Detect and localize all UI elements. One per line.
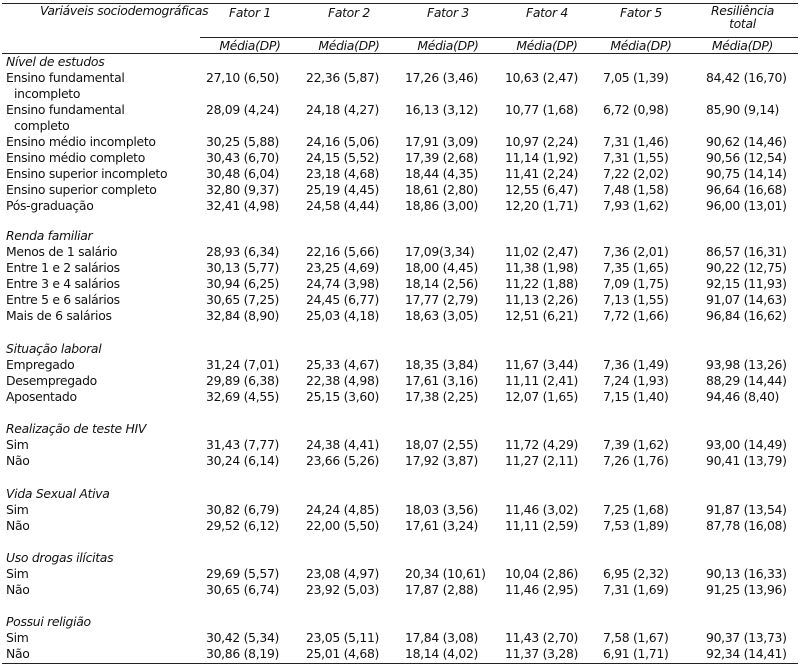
table-cell: 7,36 (1,49): [603, 357, 669, 372]
table-cell: 18,44 (4,35): [405, 166, 479, 181]
table-cell: 30,42 (5,34): [206, 630, 280, 645]
table-cell: 32,69 (4,55): [206, 389, 280, 404]
table-cell: 17,61 (3,16): [405, 373, 479, 388]
table-cell: 96,84 (16,62): [706, 308, 787, 323]
row-label: Ensino médio incompleto: [6, 134, 156, 149]
table-cell: 11,11 (2,59): [505, 518, 579, 533]
sub-header-2: Média(DP): [318, 38, 380, 53]
table-cell: 11,13 (2,26): [505, 292, 579, 307]
table-cell: 11,37 (3,28): [505, 646, 579, 661]
table-row-continuation: [0, 86, 800, 102]
table-cell: 12,07 (1,65): [505, 389, 579, 404]
table-row: [0, 182, 800, 198]
table-cell: 32,41 (4,98): [206, 198, 280, 213]
header-fator-4: Fator 4: [526, 5, 568, 20]
table-cell: 17,77 (2,79): [405, 292, 479, 307]
table-row: [0, 308, 800, 324]
section-title-text: Vida Sexual Ativa: [6, 486, 110, 501]
table-row: [0, 70, 800, 86]
table-row: [0, 244, 800, 260]
table-cell: 18,00 (4,45): [405, 260, 479, 275]
table-cell: 30,25 (5,88): [206, 134, 280, 149]
table-cell: 22,16 (5,66): [306, 244, 380, 259]
table-cell: 90,56 (12,54): [706, 150, 787, 165]
table-row: [0, 166, 800, 182]
table-cell: 17,38 (2,25): [405, 389, 479, 404]
table-cell: 11,72 (4,29): [505, 437, 579, 452]
section-title-text: Situação laboral: [6, 341, 102, 356]
row-label: Menos de 1 salário: [6, 244, 118, 259]
table-cell: 30,65 (6,74): [206, 582, 280, 597]
table-cell: 18,86 (3,00): [405, 198, 479, 213]
table-cell: 90,13 (16,33): [706, 566, 787, 581]
table-cell: 17,09(3,34): [405, 244, 475, 259]
table-cell: 7,39 (1,62): [603, 437, 669, 452]
table-cell: 24,15 (5,52): [306, 150, 380, 165]
table-cell: 10,77 (1,68): [505, 102, 579, 117]
table-cell: 7,31 (1,46): [603, 134, 669, 149]
section-title: [0, 54, 800, 70]
table-cell: 7,48 (1,58): [603, 182, 669, 197]
sub-header-4: Média(DP): [516, 38, 578, 53]
sub-header-5: Média(DP): [610, 38, 672, 53]
table-cell: 28,93 (6,34): [206, 244, 280, 259]
table-cell: 30,82 (6,79): [206, 502, 280, 517]
table-cell: 30,65 (7,25): [206, 292, 280, 307]
table-cell: 24,16 (5,06): [306, 134, 380, 149]
table-cell: 12,51 (6,21): [505, 308, 579, 323]
table-cell: 7,05 (1,39): [603, 70, 669, 85]
table-cell: 11,14 (1,92): [505, 150, 579, 165]
header-fator-3: Fator 3: [427, 5, 469, 20]
table-cell: 7,15 (1,40): [603, 389, 669, 404]
row-label-continuation: incompleto: [14, 86, 81, 101]
row-label: Entre 5 e 6 salários: [6, 292, 120, 307]
table-cell: 23,92 (5,03): [306, 582, 380, 597]
row-label: Sim: [6, 630, 29, 645]
table-cell: 7,93 (1,62): [603, 198, 669, 213]
table-cell: 18,03 (3,56): [405, 502, 479, 517]
table-row: [0, 646, 800, 662]
table-cell: 22,38 (4,98): [306, 373, 380, 388]
section-title: [0, 486, 800, 502]
table-cell: 30,43 (6,70): [206, 150, 280, 165]
section-title-text: Uso drogas ilícitas: [6, 550, 114, 565]
header-mid-rule: [200, 37, 798, 38]
table-cell: 17,26 (3,46): [405, 70, 479, 85]
row-label: Sim: [6, 437, 29, 452]
table-cell: 6,91 (1,71): [603, 646, 669, 661]
table-cell: 24,58 (4,44): [306, 198, 380, 213]
header-variables: [40, 3, 209, 18]
table-cell: 7,31 (1,55): [603, 150, 669, 165]
table-cell: 24,45 (6,77): [306, 292, 380, 307]
section-title-text: Nível de estudos: [6, 54, 105, 69]
table-cell: 6,95 (2,32): [603, 566, 669, 581]
table-cell: 90,75 (14,14): [706, 166, 787, 181]
table-row: [0, 630, 800, 646]
table-row-continuation: [0, 118, 800, 134]
section-title: [0, 421, 800, 437]
table-row: [0, 582, 800, 598]
table-row: [0, 260, 800, 276]
table-row: [0, 134, 800, 150]
table-cell: 7,31 (1,69): [603, 582, 669, 597]
row-label: Empregado: [6, 357, 75, 372]
table-cell: 30,86 (8,19): [206, 646, 280, 661]
section-title-text: Realização de teste HIV: [6, 421, 147, 436]
row-label: Sim: [6, 502, 29, 517]
header-resiliencia-total: Resiliência total: [710, 3, 775, 31]
sub-header-3: Média(DP): [417, 38, 479, 53]
table-cell: 91,25 (13,96): [706, 582, 787, 597]
table-cell: 7,09 (1,75): [603, 276, 669, 291]
table-cell: 7,26 (1,76): [603, 453, 669, 468]
table-row: [0, 566, 800, 582]
row-label: Aposentado: [6, 389, 77, 404]
row-label: Entre 3 e 4 salários: [6, 276, 120, 291]
row-label: Não: [6, 518, 30, 533]
row-label: Não: [6, 646, 30, 661]
bottom-rule: [2, 663, 798, 664]
row-label: Ensino médio completo: [6, 150, 146, 165]
table-cell: 17,39 (2,68): [405, 150, 479, 165]
table-cell: 23,05 (5,11): [306, 630, 380, 645]
table-row: [0, 373, 800, 389]
table-cell: 12,55 (6,47): [505, 182, 579, 197]
table-cell: 94,46 (8,40): [706, 389, 780, 404]
table-cell: 11,22 (1,88): [505, 276, 579, 291]
table-cell: 27,10 (6,50): [206, 70, 280, 85]
table-cell: 11,38 (1,98): [505, 260, 579, 275]
table-cell: 92,34 (14,41): [706, 646, 787, 661]
row-label: Pós-graduação: [6, 198, 94, 213]
table-row: [0, 518, 800, 534]
table-cell: 11,43 (2,70): [505, 630, 579, 645]
table-cell: 31,43 (7,77): [206, 437, 280, 452]
table-cell: 90,22 (12,75): [706, 260, 787, 275]
table-cell: 93,98 (13,26): [706, 357, 787, 372]
table-cell: 30,13 (5,77): [206, 260, 280, 275]
table-cell: 25,33 (4,67): [306, 357, 380, 372]
header-fator-5: Fator 5: [620, 5, 662, 20]
row-label: Ensino superior completo: [6, 182, 157, 197]
table-cell: 24,24 (4,85): [306, 502, 380, 517]
table-cell: 11,67 (3,44): [505, 357, 579, 372]
table-cell: 90,62 (14,46): [706, 134, 787, 149]
table-cell: 88,29 (14,44): [706, 373, 787, 388]
table-cell: 24,18 (4,27): [306, 102, 380, 117]
table-cell: 17,91 (3,09): [405, 134, 479, 149]
table-cell: 7,58 (1,67): [603, 630, 669, 645]
table-cell: 11,27 (2,11): [505, 453, 579, 468]
table-cell: 29,52 (6,12): [206, 518, 280, 533]
table-cell: 18,35 (3,84): [405, 357, 479, 372]
row-label: Não: [6, 582, 30, 597]
table-cell: 11,46 (3,02): [505, 502, 579, 517]
table-cell: 11,41 (2,24): [505, 166, 579, 181]
table-cell: 96,00 (13,01): [706, 198, 787, 213]
table-row: [0, 453, 800, 469]
table-cell: 91,07 (14,63): [706, 292, 787, 307]
table-cell: 10,97 (2,24): [505, 134, 579, 149]
table-cell: 31,24 (7,01): [206, 357, 280, 372]
table-cell: 11,46 (2,95): [505, 582, 579, 597]
table-cell: 22,36 (5,87): [306, 70, 380, 85]
sub-header-6: Média(DP): [711, 38, 774, 53]
table-cell: 7,35 (1,65): [603, 260, 669, 275]
table-cell: 18,14 (4,02): [405, 646, 479, 661]
table-row: [0, 198, 800, 214]
table-row: [0, 437, 800, 453]
table-cell: 32,80 (9,37): [206, 182, 280, 197]
table-cell: 29,69 (5,57): [206, 566, 280, 581]
table-cell: 25,19 (4,45): [306, 182, 380, 197]
table-cell: 7,13 (1,55): [603, 292, 669, 307]
table-cell: 11,11 (2,41): [505, 373, 579, 388]
section-title: [0, 228, 800, 244]
row-label: Sim: [6, 566, 29, 581]
row-label: Desempregado: [6, 373, 97, 388]
table-cell: 30,24 (6,14): [206, 453, 280, 468]
table-cell: 17,61 (3,24): [405, 518, 479, 533]
table-row: [0, 292, 800, 308]
table-cell: 22,00 (5,50): [306, 518, 380, 533]
table-cell: 7,53 (1,89): [603, 518, 669, 533]
table-cell: 90,37 (13,73): [706, 630, 787, 645]
table-cell: 93,00 (14,49): [706, 437, 787, 452]
table-cell: 16,13 (3,12): [405, 102, 479, 117]
table-cell: 29,89 (6,38): [206, 373, 280, 388]
table-cell: 32,84 (8,90): [206, 308, 280, 323]
header-fator-2: Fator 2: [328, 5, 370, 20]
table-cell: 24,74 (3,98): [306, 276, 380, 291]
table-cell: 23,08 (4,97): [306, 566, 380, 581]
table-cell: 30,94 (6,25): [206, 276, 280, 291]
table-cell: 18,07 (2,55): [405, 437, 479, 452]
table-cell: 12,20 (1,71): [505, 198, 579, 213]
table-cell: 17,84 (3,08): [405, 630, 479, 645]
row-label: Ensino fundamental: [6, 70, 125, 85]
table-cell: 84,42 (16,70): [706, 70, 787, 85]
table-cell: 23,66 (5,26): [306, 453, 380, 468]
row-label: Entre 1 e 2 salários: [6, 260, 120, 275]
table-cell: 18,63 (3,05): [405, 308, 479, 323]
table-cell: 86,57 (16,31): [706, 244, 787, 259]
section-title-text: Possui religião: [6, 614, 91, 629]
table-cell: 10,04 (2,86): [505, 566, 579, 581]
header-fator-1: Fator 1: [229, 5, 271, 20]
table-row: [0, 276, 800, 292]
table-cell: 90,41 (13,79): [706, 453, 787, 468]
section-title: [0, 550, 800, 566]
table-row: [0, 389, 800, 405]
table-row: [0, 150, 800, 166]
table-cell: 6,72 (0,98): [603, 102, 669, 117]
table-cell: 96,64 (16,68): [706, 182, 787, 197]
row-label: Mais de 6 salários: [6, 308, 112, 323]
table-cell: 92,15 (11,93): [706, 276, 787, 291]
section-title: [0, 614, 800, 630]
table-cell: 25,03 (4,18): [306, 308, 380, 323]
row-label-continuation: completo: [14, 118, 70, 133]
table-cell: 10,63 (2,47): [505, 70, 579, 85]
table-cell: 7,72 (1,66): [603, 308, 669, 323]
table-cell: 18,14 (2,56): [405, 276, 479, 291]
table-cell: 17,92 (3,87): [405, 453, 479, 468]
table-cell: 30,48 (6,04): [206, 166, 280, 181]
table-cell: 87,78 (16,08): [706, 518, 787, 533]
table-cell: 23,18 (4,68): [306, 166, 380, 181]
table-cell: 17,87 (2,88): [405, 582, 479, 597]
row-label: Não: [6, 453, 30, 468]
table-row: [0, 357, 800, 373]
table-cell: 91,87 (13,54): [706, 502, 787, 517]
table-cell: 7,22 (2,02): [603, 166, 669, 181]
table-cell: 20,34 (10,61): [405, 566, 486, 581]
table-cell: 25,15 (3,60): [306, 389, 380, 404]
table-row: [0, 502, 800, 518]
section-title: [0, 341, 800, 357]
row-label: Ensino fundamental: [6, 102, 125, 117]
table-cell: 25,01 (4,68): [306, 646, 380, 661]
row-label: Ensino superior incompleto: [6, 166, 168, 181]
table-cell: 7,24 (1,93): [603, 373, 669, 388]
table-cell: 11,02 (2,47): [505, 244, 579, 259]
table-cell: 7,36 (2,01): [603, 244, 669, 259]
table-cell: 7,25 (1,68): [603, 502, 669, 517]
table-cell: 28,09 (4,24): [206, 102, 280, 117]
table-row: [0, 102, 800, 118]
table-cell: 23,25 (4,69): [306, 260, 380, 275]
table-cell: 18,61 (2,80): [405, 182, 479, 197]
section-title-text: Renda familiar: [6, 228, 93, 243]
header-variables-text: Variáveis sociodemográficas: [40, 3, 209, 18]
table-cell: 24,38 (4,41): [306, 437, 380, 452]
table-cell: 85,90 (9,14): [706, 102, 780, 117]
sub-header-1: Média(DP): [219, 38, 281, 53]
